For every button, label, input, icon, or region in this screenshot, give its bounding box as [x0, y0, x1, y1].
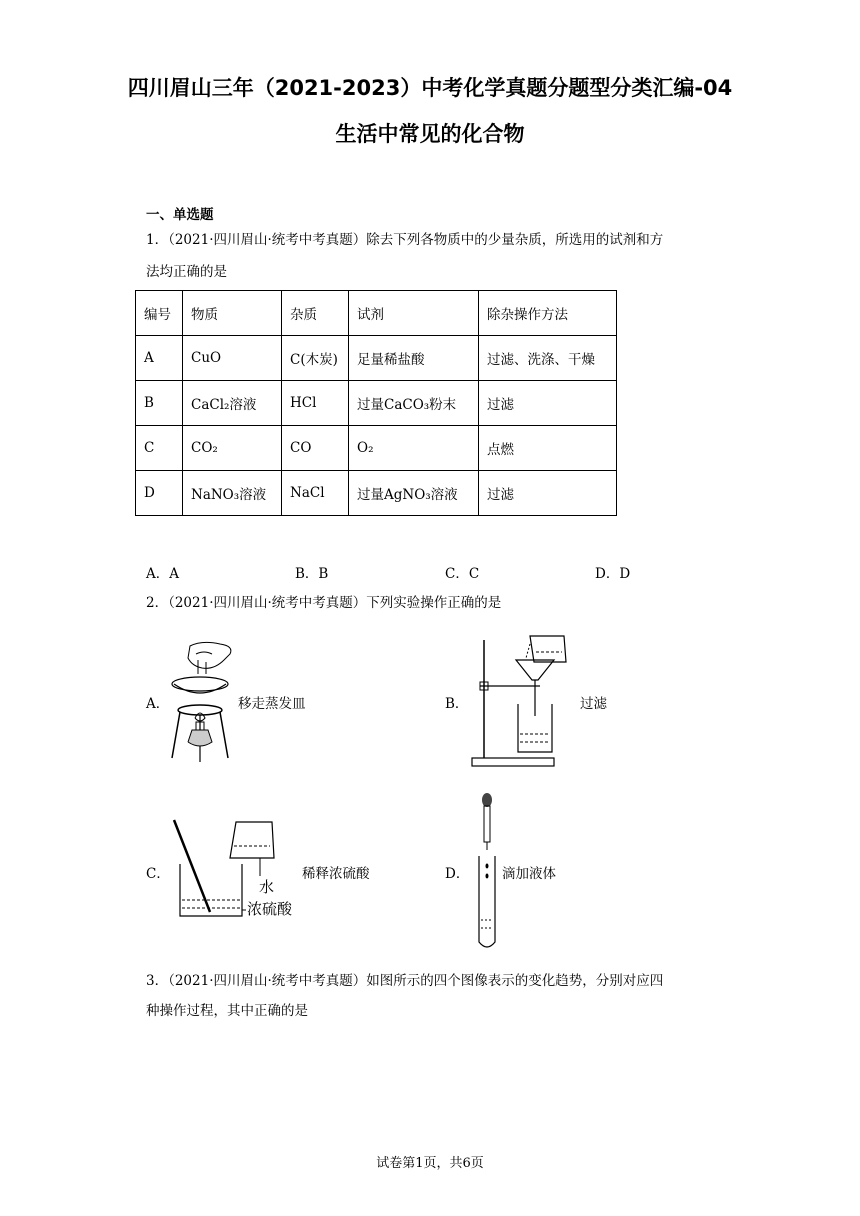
q2-option-b-letter: B．	[445, 696, 469, 712]
q2-option-d-text: 滴加液体	[502, 866, 556, 882]
q2-stem: 2．（2021·四川眉山·统考中考真题）下列实验操作正确的是	[146, 595, 502, 611]
table-header: 杂质	[282, 291, 349, 336]
table-cell: NaCl	[282, 471, 349, 516]
table-cell: D	[136, 471, 183, 516]
q2-option-d-letter: D．	[445, 866, 470, 882]
title-line-2: 生活中常见的化合物	[335, 122, 525, 146]
table-cell: 过量AgNO₃溶液	[349, 471, 479, 516]
table-header: 物质	[183, 291, 282, 336]
q1-option-c: C．C	[445, 566, 480, 582]
q1-option-d: D．D	[595, 566, 631, 582]
table-cell: C	[136, 426, 183, 471]
table-cell: A	[136, 336, 183, 381]
table-header-row	[136, 291, 617, 336]
table-cell: B	[136, 381, 183, 426]
q1-stem-line-1: 1．（2021·四川眉山·统考中考真题）除去下列各物质中的少量杂质，所选用的试剂和方	[146, 232, 664, 248]
q3-stem-line-2: 种操作过程，其中正确的是	[146, 1003, 308, 1019]
evaporating-dish-figure	[162, 640, 238, 766]
table-row	[136, 426, 617, 471]
q2-option-b-text: 过滤	[580, 696, 607, 712]
filtration-figure	[468, 632, 586, 770]
table-cell: HCl	[282, 381, 349, 426]
q1-option-a: A．A	[146, 566, 179, 582]
page-footer: 试卷第1页，共6页	[376, 1156, 484, 1171]
table-cell: 过量CaCO₃粉末	[349, 381, 479, 426]
table-cell: CO₂	[183, 426, 282, 471]
table-cell: 过滤	[479, 471, 617, 516]
table-cell: O₂	[349, 426, 479, 471]
table-header: 编号	[136, 291, 183, 336]
table-cell: 点燃	[479, 426, 617, 471]
q1-stem-line-2: 法均正确的是	[146, 264, 227, 280]
table-row	[136, 336, 617, 381]
q2-option-c-letter: C．	[146, 866, 170, 882]
q2-option-c-text: 稀释浓硫酸	[302, 866, 370, 882]
q2-option-a-text: 移走蒸发皿	[238, 696, 306, 712]
q1-table	[135, 290, 617, 516]
title-line-1: 四川眉山三年（2021-2023）中考化学真题分题型分类汇编-04	[127, 76, 733, 100]
table-cell: C(木炭)	[282, 336, 349, 381]
q2-option-a-letter: A．	[146, 696, 170, 712]
table-cell: 足量稀盐酸	[349, 336, 479, 381]
table-cell: CO	[282, 426, 349, 471]
table-row	[136, 381, 617, 426]
table-row	[136, 471, 617, 516]
table-cell: NaNO₃溶液	[183, 471, 282, 516]
section-heading: 一、单选题	[146, 207, 214, 223]
q1-option-b: B．B	[295, 566, 329, 582]
table-cell: 过滤	[479, 381, 617, 426]
table-cell: CaCl₂溶液	[183, 381, 282, 426]
acid-label: 浓硫酸	[247, 900, 293, 918]
dropper-figure	[472, 792, 502, 952]
q3-stem-line-1: 3．（2021·四川眉山·统考中考真题）如图所示的四个图像表示的变化趋势，分别对应四	[146, 973, 664, 989]
water-label: 水	[259, 878, 275, 896]
table-header: 试剂	[349, 291, 479, 336]
table-cell: CuO	[183, 336, 282, 381]
table-cell: 过滤、洗涤、干燥	[479, 336, 617, 381]
table-header: 除杂操作方法	[479, 291, 617, 336]
